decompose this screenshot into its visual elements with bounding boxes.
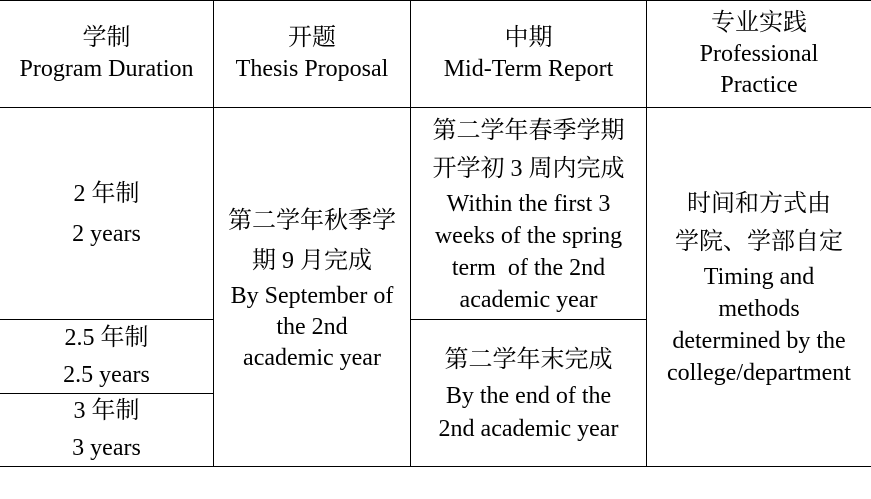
proposal-zh-line1: 第二学年秋季学	[228, 207, 396, 234]
header-thesis-proposal	[214, 1, 410, 107]
header-en: Mid-Term Report	[443, 56, 614, 82]
header-zh: 学制	[82, 25, 131, 51]
practice-en-line3: determined by the	[672, 328, 846, 354]
header-mid-term-report	[411, 1, 646, 107]
header-en: Program Duration	[19, 56, 194, 82]
proposal-zh-line2: 期 9 月完成	[252, 247, 372, 274]
practice-zh-line2: 学院、学部自定	[675, 229, 843, 255]
duration-2-5-years	[0, 320, 213, 393]
header-zh: 开题	[288, 25, 336, 51]
duration-zh: 2 年制	[73, 180, 140, 207]
duration-en: 2.5 years	[63, 361, 150, 388]
practice-en-line2: methods	[718, 296, 800, 322]
proposal-deadline-cell	[214, 108, 410, 466]
midterm-other-zh: 第二学年末完成	[444, 347, 613, 373]
midterm-en-line4: academic year	[459, 286, 598, 313]
practice-zh-line1: 时间和方式由	[687, 191, 831, 217]
header-professional-practice	[647, 1, 871, 107]
duration-3-years	[0, 394, 213, 466]
header-zh: 中期	[504, 25, 553, 51]
practice-en-line4: college/department	[667, 360, 851, 386]
proposal-en-line3: academic year	[243, 344, 381, 371]
practice-en-line1: Timing and	[703, 264, 815, 290]
practice-cell	[647, 108, 871, 466]
midterm-other-en-line1: By the end of the	[445, 383, 612, 409]
header-en-line2: Practice	[720, 71, 798, 98]
header-zh: 专业实践	[711, 9, 807, 36]
duration-en: 2 years	[72, 220, 141, 247]
duration-zh: 2.5 年制	[64, 324, 149, 351]
midterm-other-en-line2: 2nd academic year	[438, 416, 619, 442]
midterm-en-line2: weeks of the spring	[434, 222, 623, 249]
duration-2-years	[0, 108, 213, 319]
midterm-en-line1: Within the first 3	[446, 190, 611, 217]
header-en: Thesis Proposal	[235, 56, 389, 82]
midterm-zh-line1: 第二学年春季学期	[432, 117, 625, 144]
midterm-zh-line2: 开学初 3 周内完成	[432, 155, 625, 182]
midterm-other-cell	[411, 320, 646, 466]
midterm-en-line3: term of the 2nd	[451, 254, 606, 281]
duration-zh: 3 年制	[73, 398, 140, 424]
header-en-line1: Professional	[699, 40, 819, 67]
duration-en: 3 years	[72, 435, 141, 461]
midterm-2yr-cell	[411, 108, 646, 319]
proposal-en-line2: the 2nd	[276, 313, 348, 340]
header-program-duration	[0, 1, 213, 107]
proposal-en-line1: By September of	[230, 282, 394, 309]
